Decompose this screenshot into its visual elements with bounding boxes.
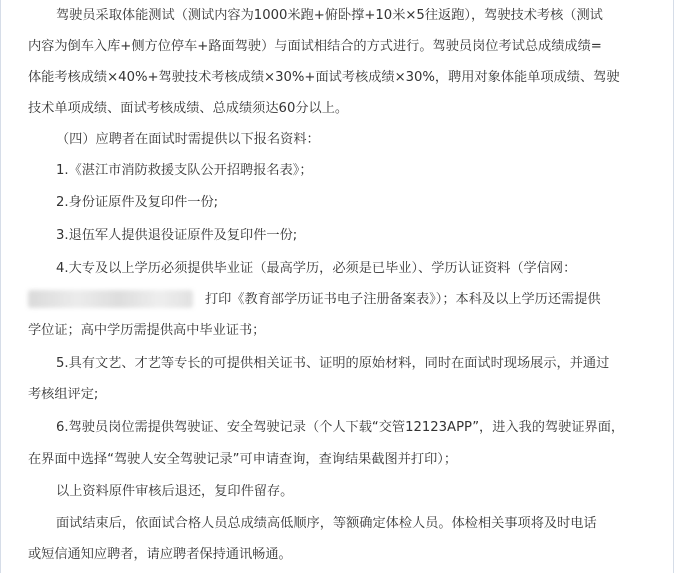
redacted-url	[28, 290, 193, 308]
list-item: 6.驾驶员岗位需提供驾驶证、安全驾驶记录（个人下载“交管12123APP”，进入我的驾驶证界面，	[56, 420, 625, 435]
note-line: 以上资料原件审核后退还，复印件留存。	[56, 484, 294, 499]
list-item-continuation	[28, 290, 601, 310]
list-item: 2.身份证原件及复印件一份;	[56, 195, 219, 210]
paragraph-line: 驾驶员采取体能测试（测试内容为1000米跑+俯卧撑+10米×5往返跑），驾驶技术考核（测试	[56, 8, 603, 23]
list-item: 4.大专及以上学历必须提供毕业证（最高学历，必须是已毕业）、学历认证资料（学信网：	[56, 261, 577, 276]
list-item: 5.具有文艺、才艺等专长的可提供相关证书、证明的原始材料，同时在面试时现场展示，并通过	[56, 356, 610, 371]
list-item-continuation: 在界面中选择“驾驶人安全驾驶记录”可申请查询，查询结果截图并打印）；	[28, 452, 458, 467]
list-item-continuation: 学位证；高中学历需提供高中毕业证书；	[28, 323, 266, 338]
list-item: 3.退伍军人提供退役证原件及复印件一份;	[56, 228, 298, 243]
list-item-text: 打印《教育部学历证书电子注册备案表》）；本科及以上学历还需提供	[205, 292, 601, 307]
section-heading: （四）应聘者在面试时需提供以下报名资料：	[56, 132, 320, 147]
paragraph-line: 技术单项成绩、面试考核成绩、总成绩须达60分以上。	[28, 101, 349, 116]
paragraph-line: 内容为倒车入库+侧方位停车+路面驾驶）与面试相结合的方式进行。驾驶员岗位考试总成绩成绩=	[28, 39, 602, 54]
list-item: 1.《湛江市消防救援支队公开招聘报名表》；	[56, 163, 313, 178]
paragraph-line: 或短信通知应聘者，请应聘者保持通讯畅通。	[28, 547, 292, 562]
paragraph-line: 面试结束后，依面试合格人员总成绩高低顺序，等额确定体检人员。体检相关事项将及时电话	[56, 516, 597, 531]
list-item-continuation: 考核组评定;	[28, 387, 99, 402]
paragraph-line: 体能考核成绩×40%+驾驶技术考核成绩×30%+面试考核成绩×30%，聘用对象体能单项成绩、驾驶	[28, 70, 620, 85]
